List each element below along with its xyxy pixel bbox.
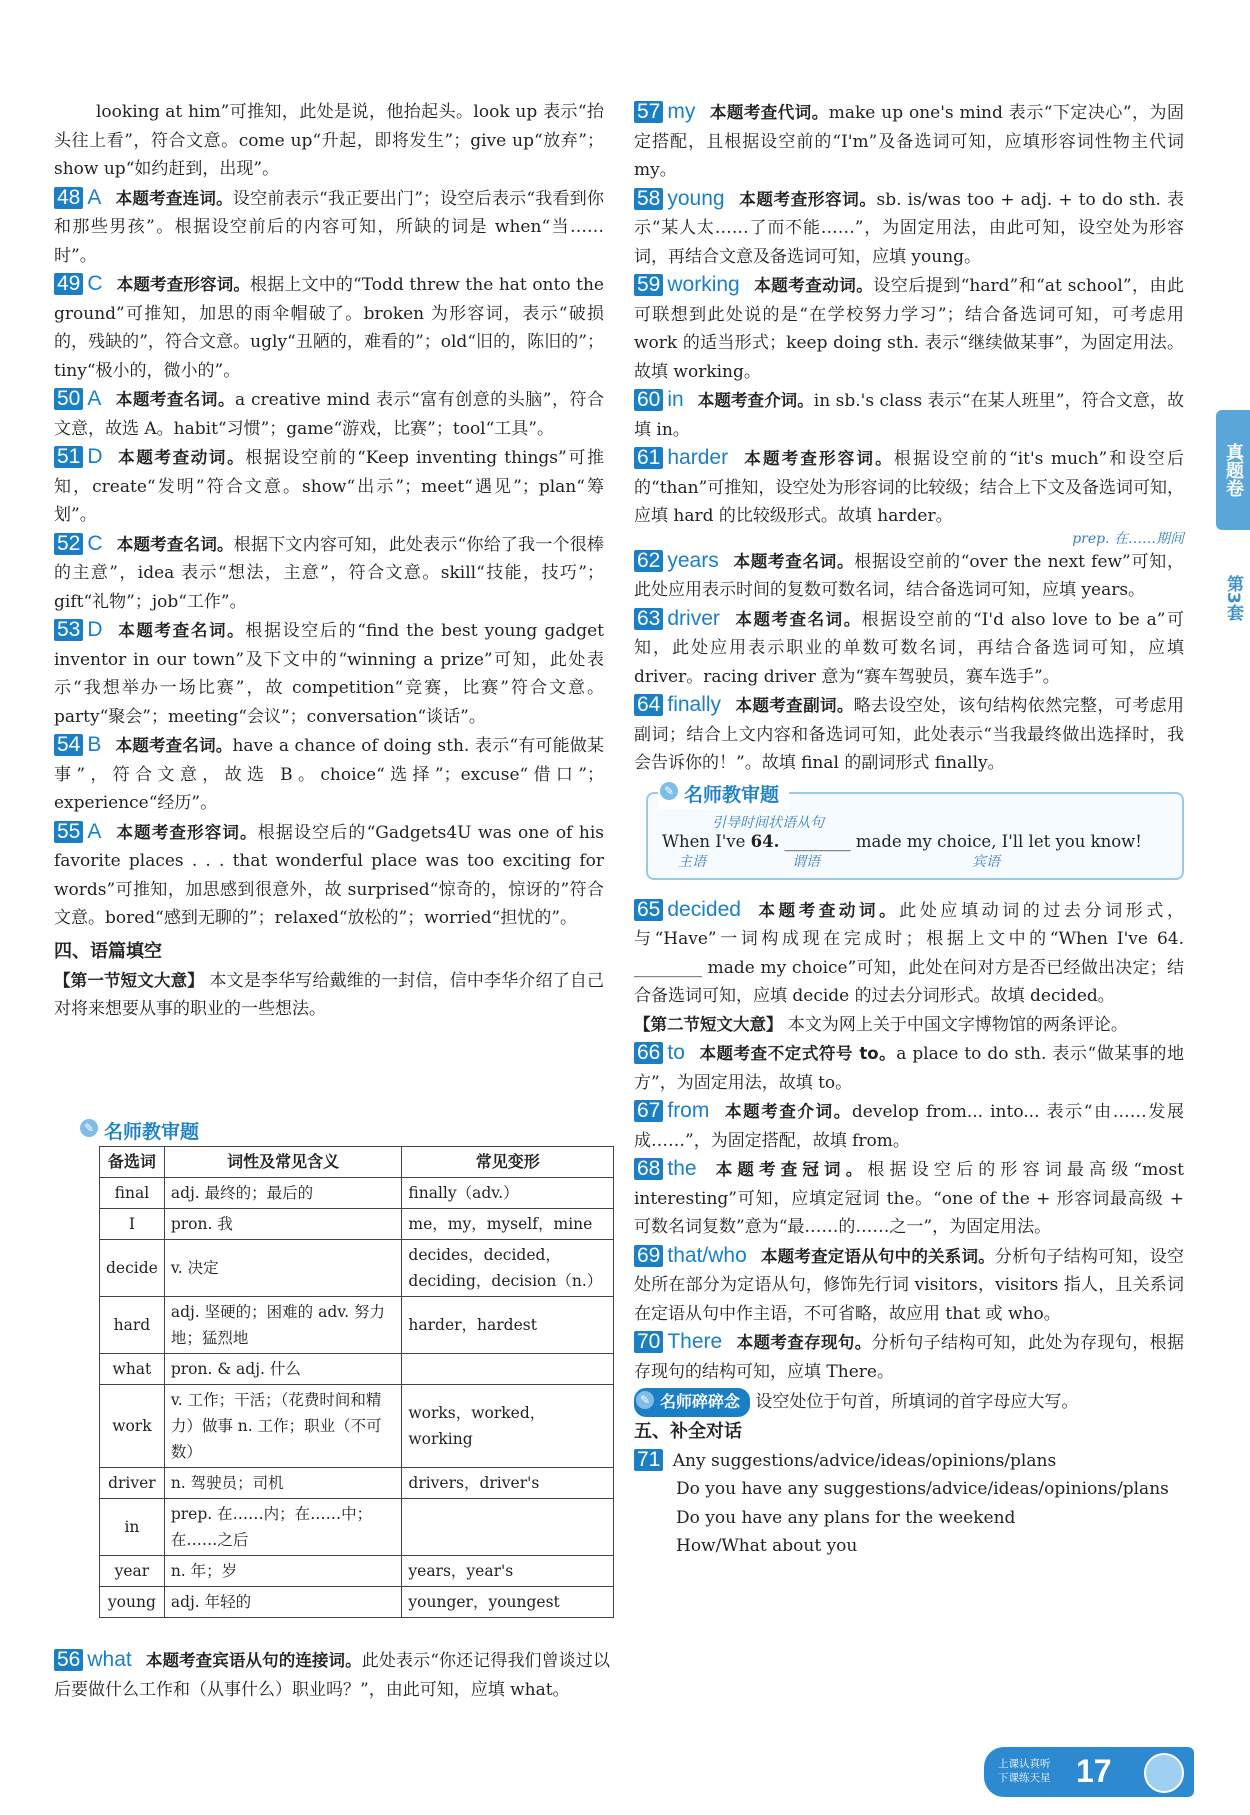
table-cell: finally（adv.） xyxy=(402,1178,614,1209)
table-cell: v. 决定 xyxy=(164,1240,402,1297)
example-box-title: ✎ 名师教审题 xyxy=(658,778,789,809)
table-cell xyxy=(402,1354,614,1385)
answer-item-58: 58 young 本题考查形容词。sb. is/was too + adj. + to do sth. 表示“某人太……了而不能……”，为固定用法，由此可知，设空处为形容词，再结合文意及备选词可知，应填 young。 xyxy=(634,186,1184,267)
tip-label: ✎ 名师碎碎念 xyxy=(634,1388,750,1417)
table-cell: work xyxy=(100,1385,165,1468)
table-cell: pron. 我 xyxy=(164,1209,402,1240)
table-row xyxy=(100,1297,614,1354)
teacher-box-title: ✎ 名师教审题 xyxy=(78,1115,209,1146)
table-row xyxy=(100,1178,614,1209)
vocab-table-box xyxy=(54,1115,610,1704)
example-sentence: When I've 64. ________ made my choice, I'll let you know! xyxy=(662,831,1142,851)
answer-item-64: 64 finally 本题考查副词。略去设空处，该句结构依然完整，可考虑用副词；结合上文内容和备选词可知，此处表示“当我最终做出选择时，我会告诉你的！”。故填 final 的副词形式 finally。 xyxy=(634,693,1185,773)
answer-item-52: 52 C 本题考查名词。根据下文内容可知，此处表示“你给了我一个很棒的主意”，idea 表示“想法，主意”，符合文意。skill“技能，技巧”；gift“礼物”；job“工作”。 xyxy=(54,531,604,612)
answer-item-61: 61 harder 本题考查形容词。根据设空前的“it's much”和设空后的“than”可推知，设空处为形容词的比较级；结合上下文及备选词可知，应填 hard 的比较级形式。故填 harder。 xyxy=(634,446,1184,526)
table-row xyxy=(100,1385,614,1468)
table-cell: n. 年；岁 xyxy=(164,1556,402,1587)
answer-item-51: 51 D 本题考查动词。根据设空前的“Keep inventing things”可推知，create“发明”符合文意。show“出示”；meet“遇见”；plan“筹划”。 xyxy=(54,445,605,525)
side-tab-set[interactable]: 第3套 xyxy=(1223,575,1243,621)
item-56: 56 what 本题考查宾语从句的连接词。此处表示“你还记得我们曾谈过以后要做什么工作和（从事什么）职业吗？”，由此可知，应填 what。 xyxy=(54,1648,610,1700)
mascot-icon xyxy=(1144,1753,1184,1793)
table-row xyxy=(100,1354,614,1385)
answer-item-50: 50 A 本题考查名词。a creative mind 表示“富有创意的头脑”，符合文意，故选 A。habit“习惯”；game“游戏，比赛”；tool“工具”。 xyxy=(54,387,604,439)
teacher-icon: ✎ xyxy=(80,1119,98,1137)
answer-item-55: 55 A 本题考查形容词。根据设空后的“Gadgets4U was one of his favorite places . . . that wonderful place was too exciting for words”可推知，加思感到很意外，故 surprised“惊奇的，惊讶的”符合文意。bored“感到无聊的”；relaxed“放松的”；worried“担忧的”。 xyxy=(54,819,605,928)
section-4-2-summary: 【第二节短文大意】 本文为网上关于中国文字博物馆的两条评论。 xyxy=(634,1014,1128,1035)
table-cell: prep. 在……内；在……中；在……之后 xyxy=(164,1499,402,1556)
tip-icon: ✎ xyxy=(636,1391,654,1409)
sentence-labels: 主语 谓语 宾语 xyxy=(678,853,1000,870)
table-row xyxy=(100,1209,614,1240)
table-header: 备选词 xyxy=(100,1147,165,1178)
table-cell: I xyxy=(100,1209,165,1240)
table-cell: years，year's xyxy=(402,1556,614,1587)
answer-item-49: 49 C 本题考查形容词。根据上文中的“Todd threw the hat onto the ground”可推知，加思的雨伞帽破了。broken 为形容词，表示“破损的，残缺的”，符合文意。ugly“丑陋的，难看的”；old“旧的，陈旧的”；tiny“极小的，微小的”。 xyxy=(54,272,604,381)
example-box xyxy=(646,783,1184,880)
side-tab-exam[interactable]: 真题卷 xyxy=(1216,410,1250,530)
table-cell: year xyxy=(100,1556,165,1587)
table-cell: what xyxy=(100,1354,165,1385)
answer-item-69: 69 that/who 本题考查定语从句中的关系词。分析句子结构可知，设空处所在部分为定语从句，修饰先行词 visitors，visitors 指人，且关系词在定语从句中作主语，不可省略，故应用 that 或 who。 xyxy=(634,1243,1185,1324)
tip: ✎ 名师碎碎念 设空处位于句首，所填词的首字母应大写。 xyxy=(634,1388,1184,1417)
item-47-continued: looking at him”可推知，此处是说，他抬起头。look up 表示“抬头往上看”，符合文意。come up“升起，即将发生”；give up“放弃”；show up“如约赶到，出现”。 xyxy=(54,102,604,179)
table-cell xyxy=(402,1499,614,1556)
table-cell: younger，youngest xyxy=(402,1587,614,1618)
handwritten-annotation: prep. 在……期间 xyxy=(1072,530,1184,547)
table-header: 词性及常见含义 xyxy=(164,1147,402,1178)
answer-item-67: 67 from 本题考查介词。develop from... into... 表示“由……发展成……”，为固定搭配，故填 from。 xyxy=(634,1099,1184,1151)
answer-item-63: 63 driver 本题考查名词。根据设空前的“I'd also love to be a”可知，此处应用表示职业的单数可数名词，再结合备选词可知，应填 driver。racing driver 意为“赛车驾驶员，赛车选手”。 xyxy=(634,606,1184,687)
answer-item-62: 62 years 本题考查名词。根据设空前的“over the next few”可知，此处应用表示时间的复数可数名词，结合备选词可知，应填 years。 xyxy=(634,548,1185,600)
table-cell: decide xyxy=(100,1240,165,1297)
table-cell: me，my，myself，mine xyxy=(402,1209,614,1240)
item-65: 65 decided 本题考查动词。此处应填动词的过去分词形式，与“Have”一词构成现在完成时；根据上文中的“When I've 64. ________ made my choice”可知，此处在问对方是否已经做出决定；结合备选词可知，应填 decide 的过去分词形式。故填 decided。 xyxy=(634,897,1185,1006)
answer-item-57: 57 my 本题考查代词。make up one's mind 表示“下定决心”，为固定搭配，且根据设空前的“I'm”及备选词可知，应填形容词性物主代词 my。 xyxy=(634,100,1184,180)
answer-item-60: 60 in 本题考查介词。in sb.'s class 表示“在某人班里”，符合文意，故填 in。 xyxy=(634,388,1185,440)
table-row xyxy=(100,1587,614,1618)
page-footer-badge xyxy=(984,1747,1194,1797)
table-row xyxy=(100,1468,614,1499)
answer-item-59: 59 working 本题考查动词。设空后提到“hard”和“at school”，由此可联想到此处说的是“在学校努力学习”；结合备选词可知，可考虑用 work 的适当形式；keep doing sth. 表示“继续做某事”，为固定用法。故填 working。 xyxy=(634,273,1185,382)
answer-item-66: 66 to 本题考查不定式符号 to。a place to do sth. 表示“做某事的地方”，为固定用法，故填 to。 xyxy=(634,1041,1184,1093)
table-cell: in xyxy=(100,1499,165,1556)
table-cell: v. 工作；干活；（花费时间和精力）做事 n. 工作；职业（不可数） xyxy=(164,1385,402,1468)
answer-item-68: 68 the 本题考查冠词。根据设空后的形容词最高级“most interesting”可知，应填定冠词 the。“one of the + 形容词最高级 + 可数名词复数”意为“最……的……之一”，为固定用法。 xyxy=(634,1157,1185,1237)
right-column xyxy=(634,98,1184,1561)
table-cell: hard xyxy=(100,1297,165,1354)
table-cell: young xyxy=(100,1587,165,1618)
footer-slogan: 上课认真听 下课练天星 xyxy=(998,1758,1051,1784)
table-cell: n. 驾驶员；司机 xyxy=(164,1468,402,1499)
table-cell: adj. 年轻的 xyxy=(164,1587,402,1618)
answer-item-48: 48 A 本题考查连词。设空前表示“我正要出门”；设空后表示“我看到你和那些男孩”。根据设空前后的内容可知，所缺的词是 when“当……时”。 xyxy=(54,185,605,266)
answer-item-53: 53 D 本题考查名词。根据设空后的“find the best young gadget inventor in our town”及下文中的“winning a prize”可知，此处表示“我想举办一场比赛”，故 competition“竞赛，比赛”符合文意。party“聚会”；meeting“会议”；conversation“谈话”。 xyxy=(54,618,605,727)
table-row xyxy=(100,1499,614,1556)
table-row xyxy=(100,1240,614,1297)
table-cell: harder，hardest xyxy=(402,1297,614,1354)
section-4-heading: 四、语篇填空 xyxy=(54,940,162,962)
vocab-table xyxy=(99,1146,614,1618)
table-cell: drivers，driver's xyxy=(402,1468,614,1499)
table-cell: adj. 最终的；最后的 xyxy=(164,1178,402,1209)
section-5-heading: 五、补全对话 xyxy=(634,1420,742,1442)
table-header: 常见变形 xyxy=(402,1147,614,1178)
section-4-summary: 【第一节短文大意】 本文是李华写给戴维的一封信，信中李华介绍了自己对将来想要从事的职业的一些想法。 xyxy=(54,970,605,1019)
table-cell: adj. 坚硬的；困难的 adv. 努力地；猛烈地 xyxy=(164,1297,402,1354)
table-cell: works，worked，working xyxy=(402,1385,614,1468)
note-top: 引导时间状语从句 xyxy=(712,814,824,831)
table-cell: decides，decided，deciding，decision（n.） xyxy=(402,1240,614,1297)
answer-item-54: 54 B 本题考查名词。have a chance of doing sth. 表示“有可能做某事”，符合文意，故选 B。choice“选择”；excuse“借口”；experience“经历”。 xyxy=(54,733,605,813)
table-cell: driver xyxy=(100,1468,165,1499)
teacher-icon: ✎ xyxy=(660,782,678,800)
answer-item-70: 70 There 本题考查存现句。分析句子结构可知，此处为存现句，根据存现句的结构可知，应填 There。 xyxy=(634,1330,1185,1382)
left-column xyxy=(54,98,604,1024)
item-71: 71 Any suggestions/advice/ideas/opinions/plans Do you have any suggestions/advice/ideas/opinions/plans Do you have any plans for the weekend How/What about you xyxy=(634,1447,1184,1561)
table-cell: pron. & adj. 什么 xyxy=(164,1354,402,1385)
table-cell: final xyxy=(100,1178,165,1209)
table-row xyxy=(100,1556,614,1587)
page-number: 17 xyxy=(1076,1753,1112,1789)
